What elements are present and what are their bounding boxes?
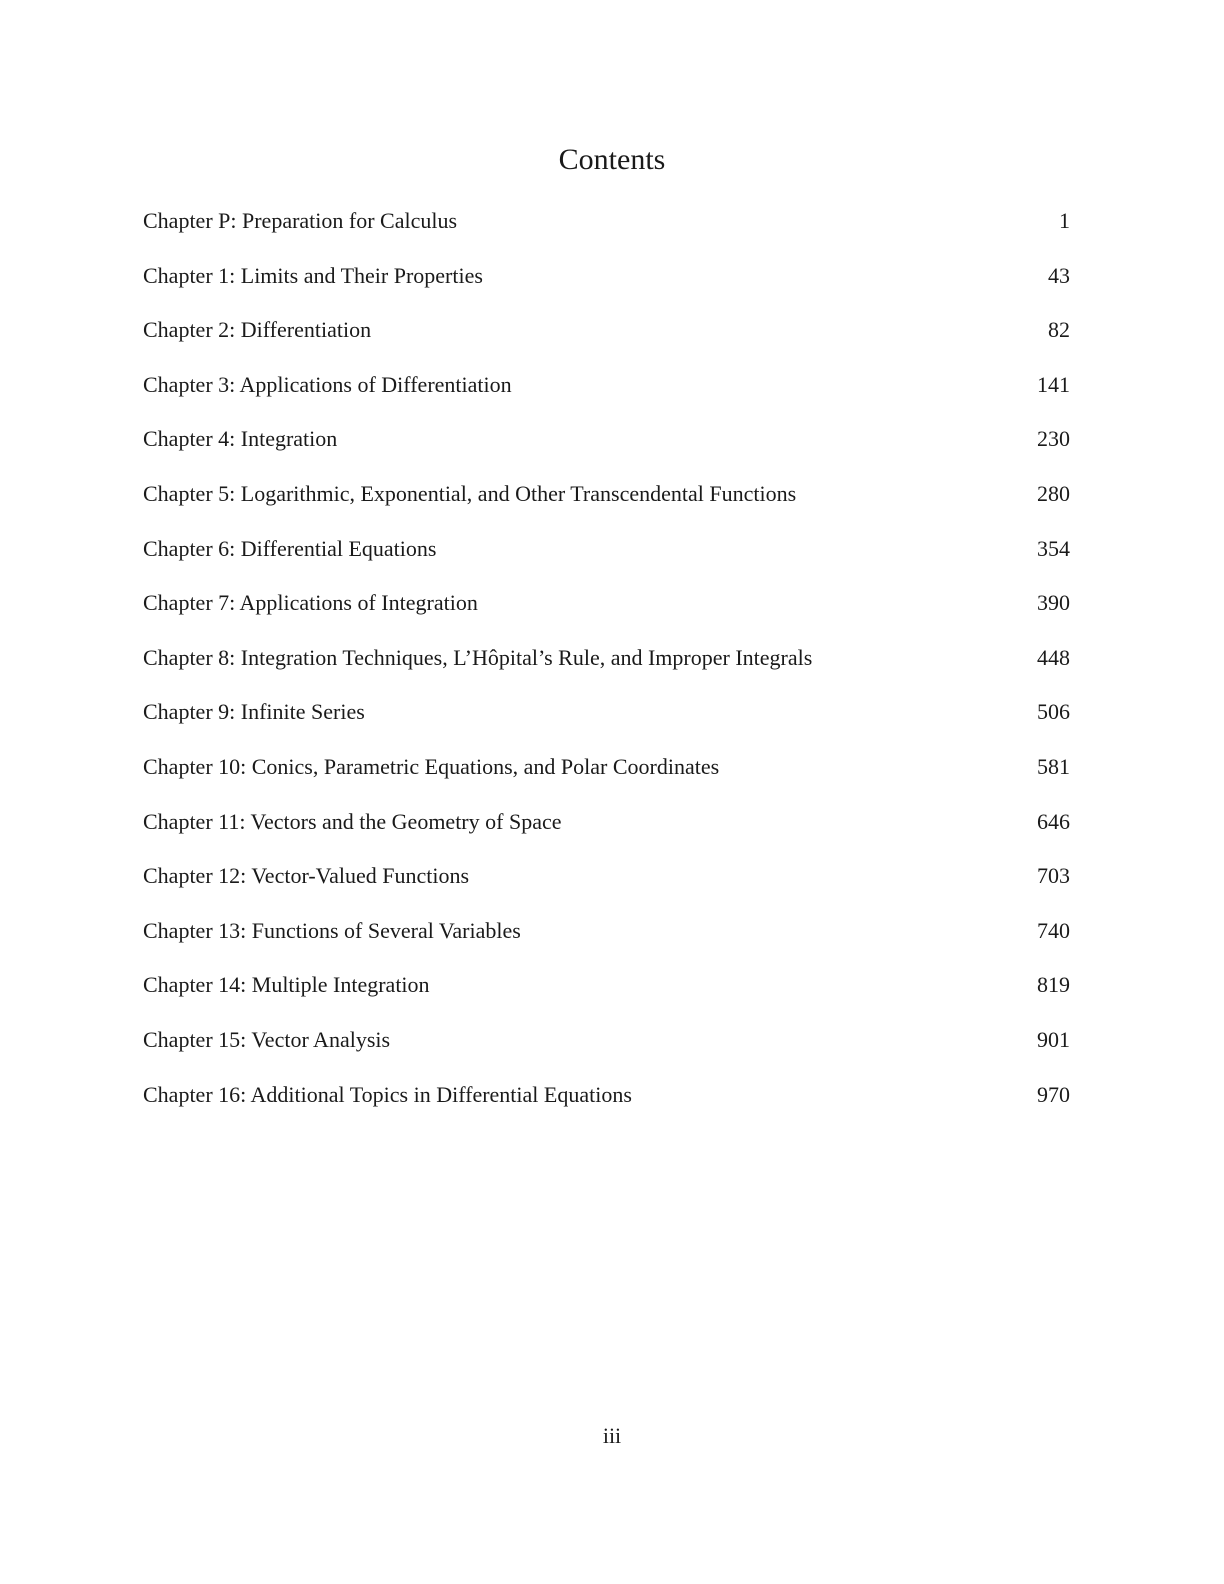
toc-entry-title: Chapter 14: Multiple Integration	[143, 972, 430, 998]
toc-entry-title: Chapter 12: Vector-Valued Functions	[143, 863, 470, 889]
toc-entry-page: 82	[1048, 317, 1070, 343]
toc-entry[interactable]	[143, 1020, 1070, 1075]
toc-entry-page: 390	[1037, 590, 1070, 616]
toc-entry[interactable]	[143, 529, 1070, 584]
toc-entry-title: Chapter 10: Conics, Parametric Equations, and Polar Coordinates	[143, 753, 720, 779]
page-number: iii	[602, 1423, 622, 1448]
toc-entry-page: 581	[1037, 753, 1070, 779]
toc-entry-page: 901	[1037, 1026, 1070, 1052]
toc-entry-title: Chapter 2: Differentiation	[143, 317, 372, 343]
toc-entry[interactable]	[143, 965, 1070, 1020]
toc-entry-page: 354	[1037, 535, 1070, 561]
toc-entry-page: 740	[1037, 917, 1070, 943]
toc-entry-page: 448	[1037, 644, 1070, 670]
toc-entry-page: 506	[1037, 699, 1070, 725]
toc-entry[interactable]	[143, 856, 1070, 911]
toc-entry[interactable]	[143, 310, 1070, 365]
toc-entry-page: 141	[1037, 371, 1070, 397]
toc-entry[interactable]	[143, 911, 1070, 966]
toc-entry[interactable]	[143, 692, 1070, 747]
toc-entry[interactable]	[143, 1075, 1070, 1130]
toc-entry-title: Chapter 15: Vector Analysis	[143, 1026, 391, 1052]
toc-entry-page: 1	[1059, 208, 1070, 233]
toc-entry[interactable]	[143, 419, 1070, 474]
toc-entry-title: Chapter 4: Integration	[143, 426, 338, 452]
toc-entry-title: Chapter 16: Additional Topics in Differential Equations	[143, 1081, 632, 1107]
toc-entry-title: Chapter 13: Functions of Several Variables	[143, 917, 521, 943]
toc-entry-page: 280	[1037, 480, 1070, 506]
toc-entry-page: 819	[1037, 972, 1070, 998]
toc-entry-title: Chapter 1: Limits and Their Properties	[143, 262, 483, 288]
toc-entry-page: 970	[1037, 1081, 1070, 1107]
toc-entry[interactable]	[143, 201, 1070, 256]
toc-entry-title: Chapter 7: Applications of Integration	[143, 590, 478, 616]
toc-entry-title: Chapter 11: Vectors and the Geometry of Space	[143, 808, 562, 834]
toc-entry-title: Chapter 9: Infinite Series	[143, 699, 365, 725]
toc-entry[interactable]	[143, 474, 1070, 529]
page-title: Contents	[558, 143, 666, 176]
toc-entry-title: Chapter 3: Applications of Differentiation	[143, 371, 512, 397]
toc-entry-page: 646	[1037, 808, 1070, 834]
toc-entry[interactable]	[143, 256, 1070, 311]
toc-entry[interactable]	[143, 583, 1070, 638]
toc-entry-page: 703	[1037, 863, 1070, 889]
toc-entry[interactable]	[143, 747, 1070, 802]
toc-entry-title: Chapter 5: Logarithmic, Exponential, and Other Transcendental Functions	[143, 480, 797, 506]
toc-entry-title: Chapter P: Preparation for Calculus	[143, 208, 458, 233]
toc-entry[interactable]	[143, 365, 1070, 420]
toc-entry-title: Chapter 6: Differential Equations	[143, 535, 437, 561]
toc-entry-page: 43	[1048, 262, 1070, 288]
toc-entry-page: 230	[1037, 426, 1070, 452]
toc-entry[interactable]	[143, 638, 1070, 693]
toc-entry-title: Chapter 8: Integration Techniques, L’Hôpital’s Rule, and Improper Integrals	[143, 644, 813, 670]
table-of-contents	[143, 201, 1070, 1129]
toc-entry[interactable]	[143, 802, 1070, 857]
